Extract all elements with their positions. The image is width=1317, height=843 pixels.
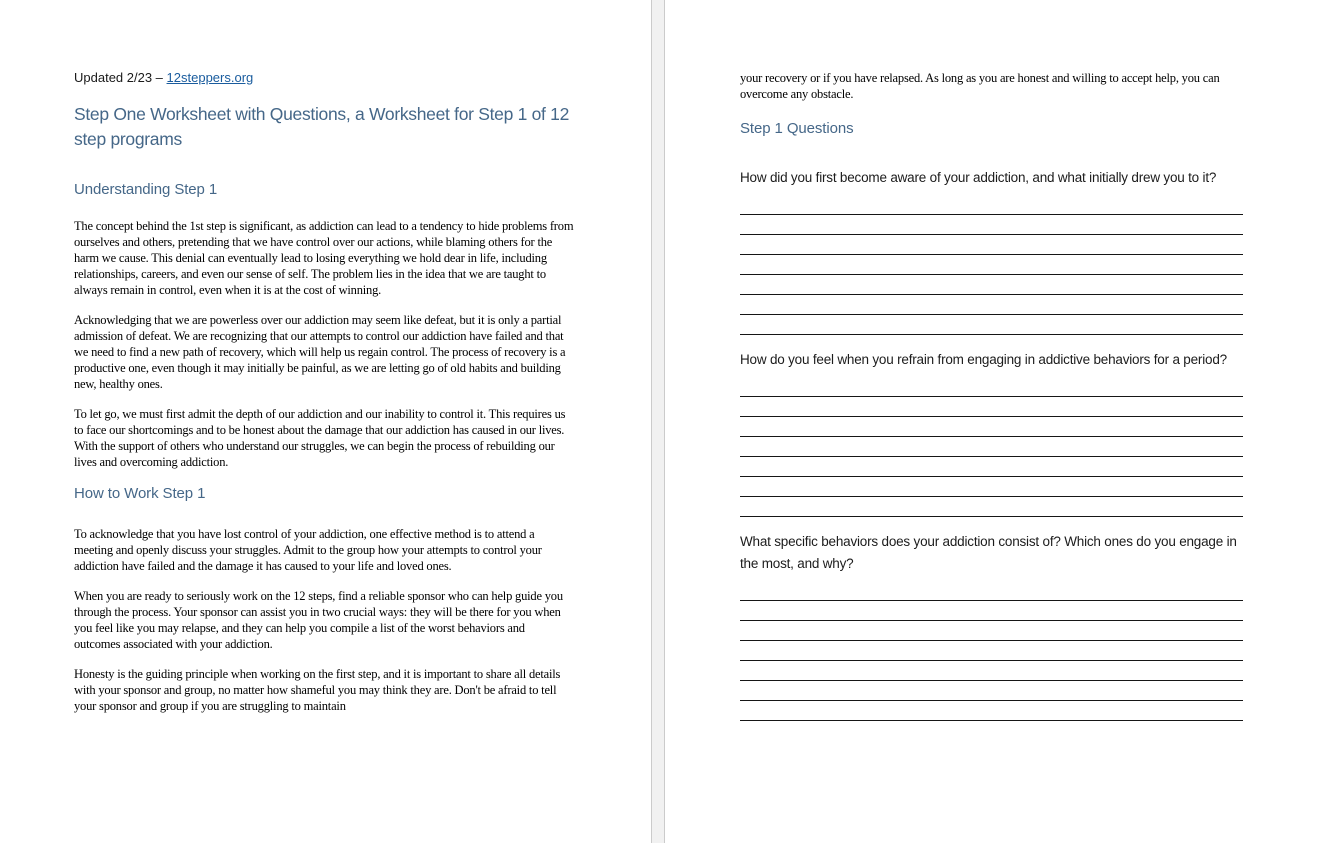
paragraph-howto-2: When you are ready to seriously work on the 12 steps, find a reliable sponsor who can help guide you through the process. Your sponsor can assist you in two crucial ways: they will be there for you when you feel like you may relapse, and they can help you compile a list of the worst behaviors and outcomes associated with your addiction. <box>74 589 563 651</box>
page-1-content <box>74 70 580 714</box>
answer-line <box>740 235 1243 255</box>
question-1-text: How did you first become aware of your addiction, and what initially drew you to it? <box>740 170 1217 185</box>
updated-text: Updated 2/23 – <box>74 70 167 85</box>
question-1-answer-lines <box>740 195 1243 335</box>
answer-line <box>740 275 1243 295</box>
answer-line <box>740 641 1243 661</box>
answer-line <box>740 437 1243 457</box>
question-block-2 <box>740 349 1246 517</box>
heading-understanding-step-1: Understanding Step 1 <box>74 181 218 198</box>
page-2-content <box>740 70 1246 721</box>
answer-line <box>740 377 1243 397</box>
page-2 <box>665 0 1317 843</box>
answer-line <box>740 295 1243 315</box>
page-gap-divider <box>651 0 665 843</box>
paragraph-continuation: your recovery or if you have relapsed. As long as you are honest and willing to accept help, you can overcome any obstacle. <box>740 71 1220 101</box>
answer-line <box>740 255 1243 275</box>
answer-line <box>740 621 1243 641</box>
question-2-answer-lines <box>740 377 1243 517</box>
updated-line <box>74 70 580 86</box>
paragraph-understanding-3: To let go, we must first admit the depth of our addiction and our inability to control it. This requires us to face our shortcomings and to be honest about the damage that our addiction has caused in our lives. With the support of others who understand our struggles, we can begin the process of rebuilding our lives and overcoming addiction. <box>74 407 566 469</box>
paragraph-howto-1: To acknowledge that you have lost control of your addiction, one effective method is to attend a meeting and openly discuss your struggles. Admit to the group how your attempts to control your addiction have failed and the damage it has caused to your life and loved ones. <box>74 527 542 573</box>
question-block-1 <box>740 167 1246 335</box>
question-3-answer-lines <box>740 581 1243 721</box>
site-hyperlink[interactable]: 12steppers.org <box>166 70 254 85</box>
answer-line <box>740 661 1243 681</box>
answer-line <box>740 681 1243 701</box>
heading-how-to-work-step-1: How to Work Step 1 <box>74 485 206 502</box>
paragraph-understanding-2: Acknowledging that we are powerless over our addiction may seem like defeat, but it is only a partial admission of defeat. We are recognizing that our attempts to control our addiction have failed and that we need to find a new path of recovery, which will help us regain control. The process of recovery is a productive one, even though it may initially be painful, as we are letting go of old habits and building new, healthy ones. <box>74 313 566 391</box>
heading-step-1-questions: Step 1 Questions <box>740 120 854 137</box>
answer-line <box>740 417 1243 437</box>
answer-line <box>740 195 1243 215</box>
paragraph-howto-3: Honesty is the guiding principle when working on the first step, and it is important to share all details with your sponsor and group, no matter how shameful you may think they are. Don't be afraid to tell your sponsor and group if you are struggling to maintain <box>74 667 561 713</box>
question-3-text: What specific behaviors does your addiction consist of? Which ones do you engage in the most, and why? <box>740 534 1237 571</box>
answer-line <box>740 701 1243 721</box>
question-block-3 <box>740 531 1246 721</box>
document-title: Step One Worksheet with Questions, a Worksheet for Step 1 of 12 step programs <box>74 104 570 149</box>
page-1 <box>0 0 651 843</box>
paragraph-understanding-1: The concept behind the 1st step is significant, as addiction can lead to a tendency to hide problems from ourselves and others, pretending that we have control over our actions, while blaming others for the harm we cause. This denial can eventually lead to losing everything we hold dear in life, including relationships, careers, and even our sense of self. The problem lies in the idea that we are taught to always remain in control, even when it is at the cost of winning. <box>74 219 574 297</box>
answer-line <box>740 215 1243 235</box>
answer-line <box>740 457 1243 477</box>
answer-line <box>740 397 1243 417</box>
answer-line <box>740 601 1243 621</box>
answer-line <box>740 477 1243 497</box>
answer-line <box>740 581 1243 601</box>
answer-line <box>740 497 1243 517</box>
answer-line <box>740 315 1243 335</box>
question-2-text: How do you feel when you refrain from engaging in addictive behaviors for a period? <box>740 352 1227 367</box>
